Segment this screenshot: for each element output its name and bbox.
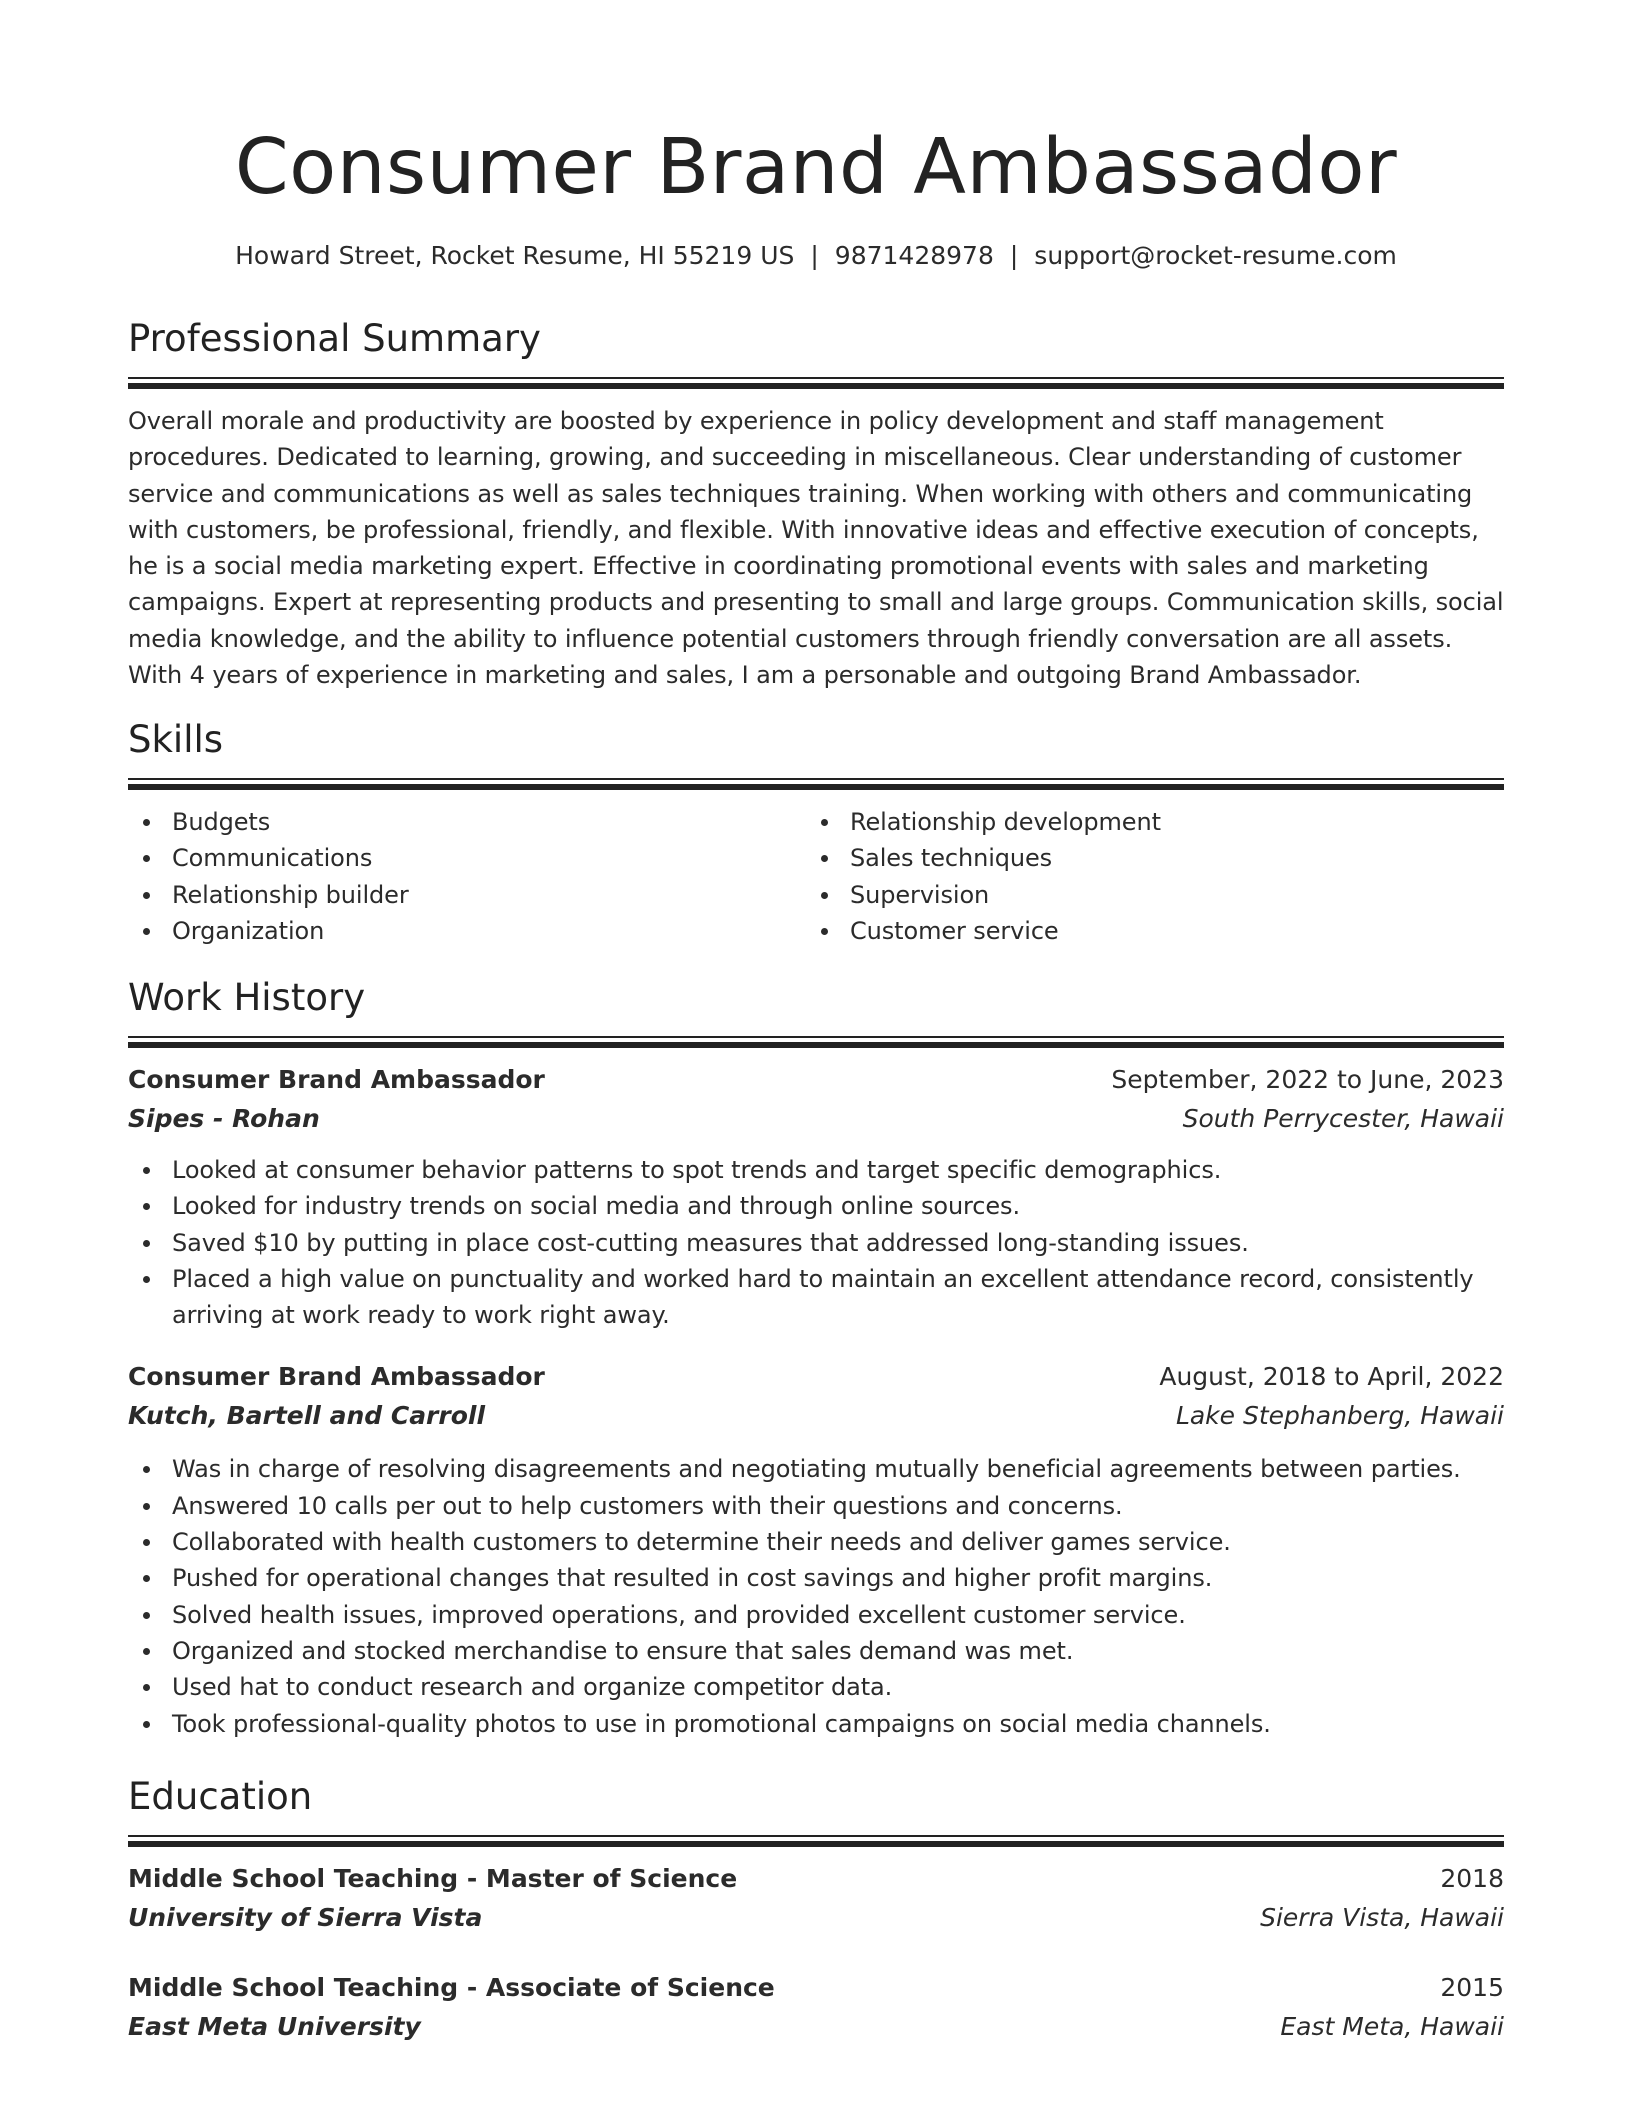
- job-bullet: Used hat to conduct research and organize competitor data.: [128, 1669, 1504, 1705]
- job-location: Lake Stephanberg, Hawaii: [1175, 1401, 1504, 1431]
- job-company-row: [128, 1100, 1504, 1138]
- education-school-row: [128, 2008, 1504, 2046]
- skills-list-left: [128, 804, 806, 949]
- skill-item: Supervision: [806, 877, 1484, 913]
- contact-phone: 9871428978: [834, 241, 994, 270]
- job-bullet: Answered 10 calls per out to help customers with their questions and concerns.: [128, 1488, 1504, 1524]
- job-header-row: [128, 1060, 1504, 1100]
- skills-section: [128, 716, 1504, 949]
- job-company: Kutch, Bartell and Carroll: [128, 1401, 486, 1431]
- education-entry: [128, 1859, 1504, 1937]
- job-dates: August, 2018 to April, 2022: [1159, 1362, 1504, 1392]
- job-bullets: [128, 1451, 1504, 1741]
- education-year: 2015: [1440, 1973, 1504, 2002]
- job-bullet: Looked for industry trends on social media and through online sources.: [128, 1188, 1504, 1224]
- skills-list-right: [806, 804, 1484, 949]
- section-divider: [128, 1835, 1504, 1847]
- job-dates: September, 2022 to June, 2023: [1111, 1065, 1504, 1094]
- job-location: South Perrycester, Hawaii: [1182, 1104, 1504, 1133]
- job-bullet: Placed a high value on punctuality and worked hard to maintain an excellent attendance record, consistently arriving at work ready to work right away.: [128, 1261, 1504, 1334]
- education-header-row: [128, 1859, 1504, 1899]
- skills-grid: [128, 804, 1504, 949]
- section-title-work: Work History: [128, 976, 366, 1019]
- job-bullet: Was in charge of resolving disagreements and negotiating mutually beneficial agreements between parties.: [128, 1451, 1504, 1487]
- job-bullet: Solved health issues, improved operations, and provided excellent customer service.: [128, 1597, 1504, 1633]
- summary-section: [128, 315, 1504, 693]
- education-entry: [128, 1968, 1504, 2046]
- section-title-education: Education: [128, 1775, 313, 1818]
- job-company-row: [128, 1397, 1504, 1435]
- education-location: Sierra Vista, Hawaii: [1260, 1903, 1504, 1932]
- education-location: East Meta, Hawaii: [1280, 2012, 1504, 2041]
- education-year: 2018: [1440, 1864, 1504, 1893]
- education-degree: Middle School Teaching - Associate of Science: [128, 1973, 775, 2002]
- skill-item: Sales techniques: [806, 840, 1484, 876]
- job-bullets: [128, 1152, 1504, 1333]
- resume-name: Consumer Brand Ambassador: [234, 123, 1398, 212]
- education-degree: Middle School Teaching - Master of Science: [128, 1864, 738, 1893]
- education-school: University of Sierra Vista: [128, 1903, 483, 1932]
- section-title-summary: Professional Summary: [128, 317, 541, 360]
- education-section: [128, 1773, 1504, 2046]
- job-entry: [128, 1060, 1504, 1333]
- skill-item: Communications: [128, 840, 806, 876]
- job-bullet: Took professional-quality photos to use in promotional campaigns on social media channels.: [128, 1706, 1504, 1742]
- section-divider: [128, 377, 1504, 389]
- job-header-row: [128, 1357, 1504, 1397]
- contact-address: Howard Street, Rocket Resume, HI 55219 US: [235, 241, 795, 270]
- job-title: Consumer Brand Ambassador: [128, 1362, 545, 1392]
- job-company: Sipes - Rohan: [128, 1104, 320, 1133]
- skill-item: Customer service: [806, 913, 1484, 949]
- job-bullet: Saved $10 by putting in place cost-cutting measures that addressed long-standing issues.: [128, 1225, 1504, 1261]
- job-bullet: Organized and stocked merchandise to ensure that sales demand was met.: [128, 1633, 1504, 1669]
- skill-item: Relationship development: [806, 804, 1484, 840]
- contact-line: [128, 238, 1504, 274]
- contact-separator: |: [810, 241, 819, 270]
- job-bullet: Looked at consumer behavior patterns to spot trends and target specific demographics.: [128, 1152, 1504, 1188]
- job-entry: [128, 1357, 1504, 1741]
- work-section: [128, 974, 1504, 1742]
- summary-text: Overall morale and productivity are boosted by experience in policy development and staff management procedures. Dedicated to learning, growing, and succeeding in miscellaneous. Clear understanding of customer service and communications as well as sales techniques training. When working with others and communicating with customers, be professional, friendly, and flexible. With innovative ideas and effective execution of concepts, he is a social media marketing expert. Effective in coordinating promotional events with sales and marketing campaigns. Expert at representing products and presenting to small and large groups. Communication skills, social media knowledge, and the ability to influence potential customers through friendly conversation are all assets. With 4 years of experience in marketing and sales, I am a personable and outgoing Brand Ambassador.: [128, 407, 1504, 690]
- contact-email: support@rocket-resume.com: [1034, 241, 1397, 270]
- skill-item: Budgets: [128, 804, 806, 840]
- skill-item: Organization: [128, 913, 806, 949]
- section-divider: [128, 1036, 1504, 1048]
- education-header-row: [128, 1968, 1504, 2008]
- education-school: East Meta University: [128, 2012, 421, 2041]
- education-school-row: [128, 1899, 1504, 1937]
- job-bullet: Collaborated with health customers to determine their needs and deliver games service.: [128, 1524, 1504, 1560]
- section-title-skills: Skills: [128, 718, 224, 761]
- job-title: Consumer Brand Ambassador: [128, 1065, 545, 1094]
- job-bullet: Pushed for operational changes that resulted in cost savings and higher profit margins.: [128, 1560, 1504, 1596]
- contact-separator: |: [1009, 241, 1019, 270]
- section-divider: [128, 778, 1504, 790]
- skill-item: Relationship builder: [128, 877, 806, 913]
